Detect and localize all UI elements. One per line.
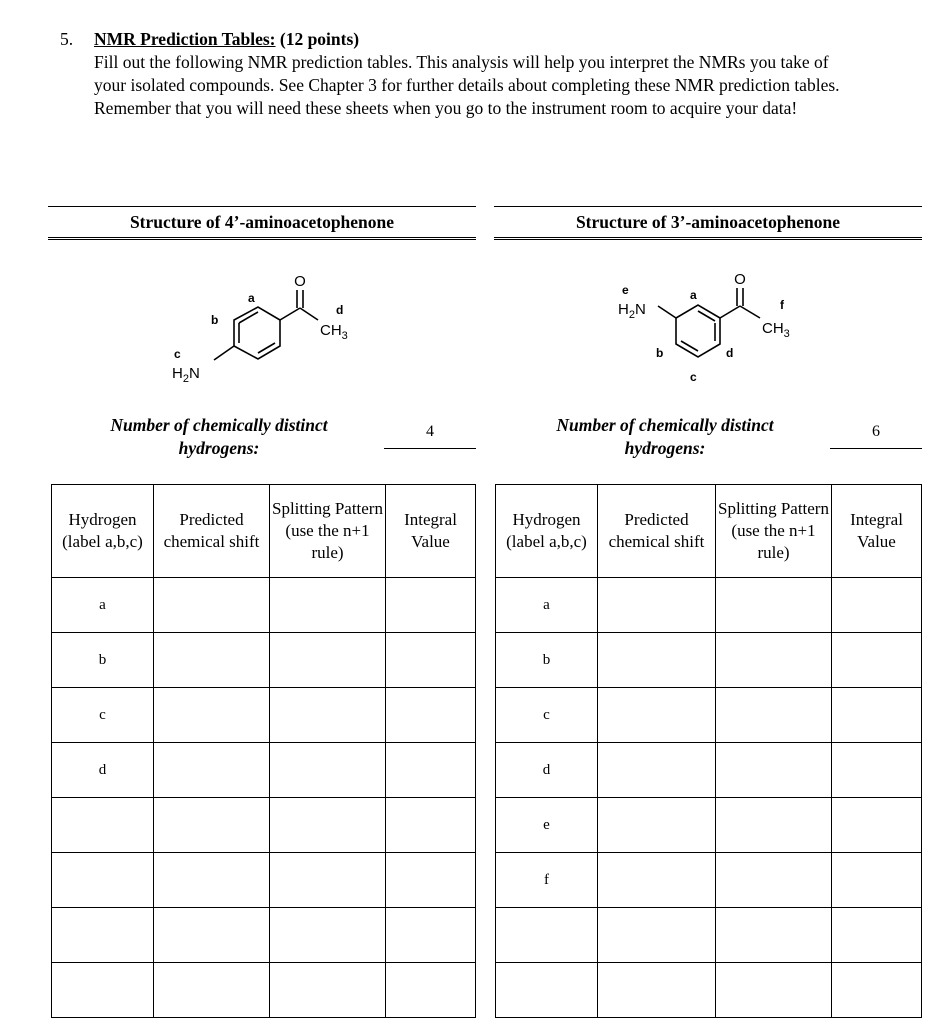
- right-molecule-diagram: [494, 256, 922, 406]
- right-table-header-row: [496, 485, 922, 578]
- right-amine-label: $H_2N$: [618, 301, 646, 321]
- left-cell-integral[interactable]: [386, 743, 476, 798]
- right-cell-shift[interactable]: [598, 798, 716, 853]
- right-header-integral: Integral Value: [832, 485, 922, 578]
- left-count-label: [84, 414, 354, 460]
- table-row: [52, 908, 476, 963]
- right-label-f: f: [780, 298, 784, 312]
- right-row-label: e: [496, 798, 598, 853]
- left-cell-splitting[interactable]: [270, 963, 386, 1018]
- left-row-label[interactable]: [52, 853, 154, 908]
- left-cell-integral[interactable]: [386, 908, 476, 963]
- left-cell-splitting[interactable]: [270, 743, 386, 798]
- right-label-c: c: [690, 370, 697, 384]
- left-cell-shift[interactable]: [154, 688, 270, 743]
- right-cell-splitting[interactable]: [716, 798, 832, 853]
- table-row: [52, 688, 476, 743]
- left-cell-integral[interactable]: [386, 688, 476, 743]
- right-methyl-label: $CH_3$: [762, 320, 790, 340]
- table-row: [52, 743, 476, 798]
- table-row: [52, 963, 476, 1018]
- left-header-hydrogen: Hydrogen (label a,b,c): [52, 485, 154, 578]
- table-row: [496, 743, 922, 798]
- question-points: (12 points): [279, 29, 360, 49]
- table-row: [496, 963, 922, 1018]
- left-count-value[interactable]: 4: [384, 416, 476, 449]
- question-line-1: Fill out the following NMR prediction tables. This analysis will help you interpret the NMRs you take of: [94, 52, 829, 72]
- right-cell-splitting[interactable]: [716, 908, 832, 963]
- left-cell-splitting[interactable]: [270, 633, 386, 688]
- right-cell-integral[interactable]: [832, 798, 922, 853]
- right-label-e: e: [622, 283, 629, 297]
- left-row-label: d: [52, 743, 154, 798]
- left-row-label[interactable]: [52, 908, 154, 963]
- right-cell-integral[interactable]: [832, 853, 922, 908]
- left-cell-integral[interactable]: [386, 578, 476, 633]
- left-header-integral: Integral Value: [386, 485, 476, 578]
- left-header-splitting: Splitting Pattern (use the n+1 rule): [270, 485, 386, 578]
- left-cell-integral[interactable]: [386, 633, 476, 688]
- right-label-b: b: [656, 346, 664, 360]
- right-cell-integral[interactable]: [832, 578, 922, 633]
- left-prediction-table: [51, 484, 476, 1018]
- left-label-b: b: [211, 313, 219, 327]
- right-label-a: a: [690, 288, 697, 302]
- left-oxygen-label: O: [294, 273, 306, 290]
- right-row-label[interactable]: [496, 908, 598, 963]
- right-cell-shift[interactable]: [598, 743, 716, 798]
- right-row-label: c: [496, 688, 598, 743]
- left-header-shift: Predicted chemical shift: [154, 485, 270, 578]
- question-title: NMR Prediction Tables:: [94, 29, 276, 49]
- right-cell-shift[interactable]: [598, 908, 716, 963]
- right-molecule-svg: [494, 256, 922, 406]
- right-oxygen-label: O: [734, 271, 746, 288]
- left-label-c: c: [174, 347, 181, 361]
- right-cell-shift[interactable]: [598, 633, 716, 688]
- left-methyl-label: $CH_3$: [320, 322, 348, 342]
- left-structure-title: Structure of 4’-aminoacetophenone: [48, 206, 476, 240]
- right-cell-integral[interactable]: [832, 963, 922, 1018]
- left-cell-splitting[interactable]: [270, 688, 386, 743]
- left-row-label: b: [52, 633, 154, 688]
- left-row-label: a: [52, 578, 154, 633]
- left-label-a: a: [248, 291, 255, 305]
- question-number: 5.: [60, 29, 74, 49]
- right-prediction-table: [495, 484, 922, 1018]
- left-row-label[interactable]: [52, 963, 154, 1018]
- left-cell-shift[interactable]: [154, 743, 270, 798]
- left-cell-integral[interactable]: [386, 853, 476, 908]
- right-cell-shift[interactable]: [598, 963, 716, 1018]
- table-row: [52, 578, 476, 633]
- right-header-splitting: Splitting Pattern (use the n+1 rule): [716, 485, 832, 578]
- right-header-shift: Predicted chemical shift: [598, 485, 716, 578]
- right-count-value[interactable]: 6: [830, 416, 922, 449]
- right-cell-shift[interactable]: [598, 688, 716, 743]
- left-cell-splitting[interactable]: [270, 908, 386, 963]
- right-panel: [494, 206, 922, 458]
- left-cell-shift[interactable]: [154, 963, 270, 1018]
- left-cell-splitting[interactable]: [270, 853, 386, 908]
- right-count-label-line2: hydrogens:: [624, 438, 706, 458]
- left-count-row: [48, 414, 476, 464]
- table-row: [496, 853, 922, 908]
- right-count-row: [494, 414, 922, 464]
- right-cell-integral[interactable]: [832, 633, 922, 688]
- left-cell-integral[interactable]: [386, 798, 476, 853]
- table-row: [496, 798, 922, 853]
- left-molecule-diagram: [48, 256, 476, 406]
- left-row-label[interactable]: [52, 798, 154, 853]
- table-row: [496, 908, 922, 963]
- left-row-label: c: [52, 688, 154, 743]
- left-cell-integral[interactable]: [386, 963, 476, 1018]
- table-row: [52, 853, 476, 908]
- right-structure-title: Structure of 3’-aminoacetophenone: [494, 206, 922, 240]
- right-cell-integral[interactable]: [832, 743, 922, 798]
- left-amine-label: $H_2N$: [172, 365, 200, 385]
- left-cell-splitting[interactable]: [270, 578, 386, 633]
- right-cell-splitting[interactable]: [716, 963, 832, 1018]
- table-row: [496, 688, 922, 743]
- right-label-d: d: [726, 346, 734, 360]
- table-row: [52, 798, 476, 853]
- table-row: [496, 578, 922, 633]
- left-table-header-row: [52, 485, 476, 578]
- right-row-label: f: [496, 853, 598, 908]
- question-line-3: Remember that you will need these sheets when you go to the instrument room to acquire your data!: [94, 98, 798, 118]
- right-count-label: [530, 414, 800, 460]
- right-cell-integral[interactable]: [832, 908, 922, 963]
- right-cell-shift[interactable]: [598, 578, 716, 633]
- right-row-label: a: [496, 578, 598, 633]
- left-cell-shift[interactable]: [154, 633, 270, 688]
- right-row-label[interactable]: [496, 963, 598, 1018]
- right-row-label: d: [496, 743, 598, 798]
- question-heading: [94, 28, 950, 51]
- left-cell-splitting[interactable]: [270, 798, 386, 853]
- right-cell-splitting[interactable]: [716, 743, 832, 798]
- left-count-label-line1: Number of chemically distinct: [110, 415, 328, 435]
- table-row: [496, 633, 922, 688]
- left-count-label-line2: hydrogens:: [178, 438, 260, 458]
- left-cell-shift[interactable]: [154, 908, 270, 963]
- right-cell-splitting[interactable]: [716, 578, 832, 633]
- right-cell-splitting[interactable]: [716, 633, 832, 688]
- right-count-label-line1: Number of chemically distinct: [556, 415, 774, 435]
- question-line-2: your isolated compounds. See Chapter 3 for further details about completing these NMR prediction tables.: [94, 75, 840, 95]
- right-cell-splitting[interactable]: [716, 853, 832, 908]
- left-cell-shift[interactable]: [154, 578, 270, 633]
- left-panel: [48, 206, 476, 458]
- question-body: [94, 28, 950, 120]
- left-molecule-svg: [48, 256, 476, 406]
- right-cell-splitting[interactable]: [716, 688, 832, 743]
- right-cell-integral[interactable]: [832, 688, 922, 743]
- right-cell-shift[interactable]: [598, 853, 716, 908]
- right-header-hydrogen: Hydrogen (label a,b,c): [496, 485, 598, 578]
- left-cell-shift[interactable]: [154, 798, 270, 853]
- left-label-d: d: [336, 303, 344, 317]
- right-row-label: b: [496, 633, 598, 688]
- left-cell-shift[interactable]: [154, 853, 270, 908]
- table-row: [52, 633, 476, 688]
